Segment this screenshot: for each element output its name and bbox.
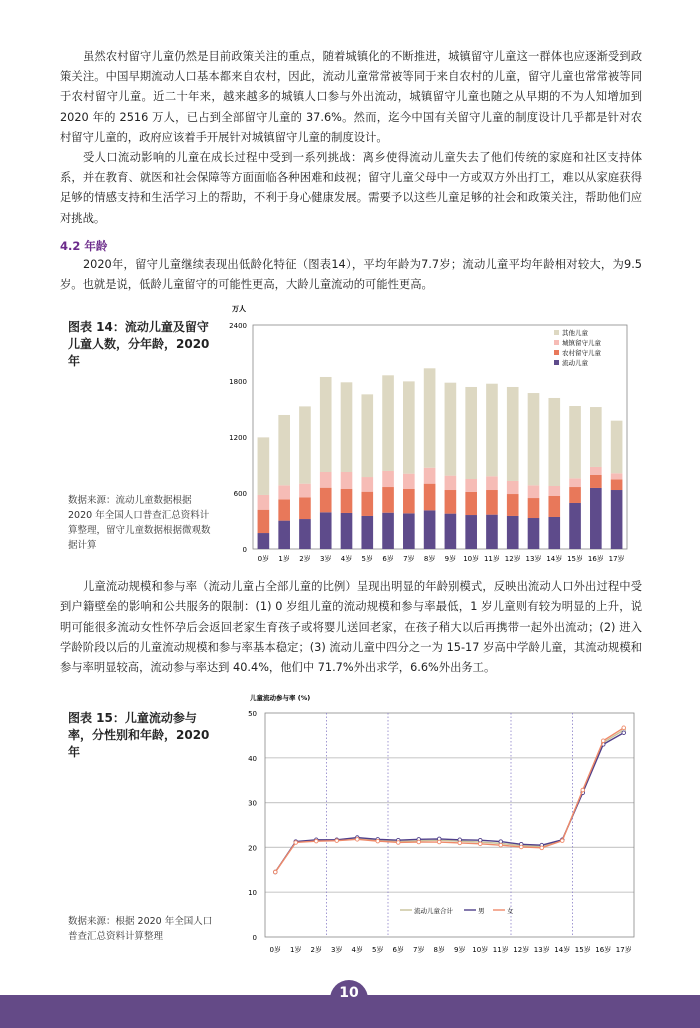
bar-segment <box>445 514 457 549</box>
bar-segment <box>486 490 498 515</box>
figure15-source: 数据来源：根据 2020 年全国人口普查汇总资料计算整理 <box>68 916 213 943</box>
x-tick-label: 6岁 <box>392 946 404 955</box>
bar-segment <box>299 407 311 484</box>
x-tick-label: 12岁 <box>513 946 530 955</box>
bar-segment <box>361 492 373 516</box>
bar-segment <box>320 377 332 472</box>
bar-segment <box>445 476 457 490</box>
bar-segment <box>258 533 270 549</box>
data-point <box>499 840 503 844</box>
x-tick-label: 17岁 <box>615 946 632 955</box>
y-tick-label: 0 <box>242 546 247 555</box>
data-point <box>478 842 482 846</box>
y-tick-label: 30 <box>248 799 257 808</box>
x-tick-label: 15岁 <box>574 946 591 955</box>
bar-segment <box>548 398 560 486</box>
legend-label: 男 <box>478 907 485 916</box>
plot-frame <box>265 713 634 937</box>
x-tick-label: 4岁 <box>351 946 363 955</box>
footer <box>0 980 700 1028</box>
y-tick-label: 40 <box>248 755 257 764</box>
bar-segment <box>548 486 560 496</box>
bar-segment <box>341 513 353 549</box>
bar-segment <box>507 494 519 516</box>
data-point <box>314 840 318 844</box>
legend-swatch <box>554 330 559 335</box>
bar-segment <box>341 383 353 473</box>
bar-segment <box>258 510 270 533</box>
figure15 <box>60 688 642 970</box>
bar-segment <box>361 477 373 492</box>
x-tick-label: 9岁 <box>454 946 466 955</box>
x-tick-label: 0岁 <box>269 946 281 955</box>
data-point <box>273 870 277 874</box>
x-tick-label: 3岁 <box>319 555 332 564</box>
x-tick-label: 8岁 <box>433 946 445 955</box>
bar-segment <box>278 521 290 549</box>
x-tick-label: 14岁 <box>546 555 563 564</box>
bar-segment <box>465 515 477 549</box>
x-tick-label: 15岁 <box>567 555 584 564</box>
legend-label: 女 <box>507 907 514 916</box>
x-tick-label: 13岁 <box>533 946 550 955</box>
bar-segment <box>299 519 311 549</box>
bar-segment <box>403 474 415 489</box>
legend-label: 流动儿童合计 <box>414 907 453 916</box>
bar-segment <box>403 489 415 513</box>
bar-segment <box>445 490 457 514</box>
x-tick-label: 3岁 <box>331 946 343 955</box>
bar-segment <box>278 500 290 521</box>
x-tick-label: 0岁 <box>257 555 270 564</box>
y-tick-label: 600 <box>233 490 247 499</box>
data-point <box>294 841 298 845</box>
data-point <box>437 840 441 844</box>
series-line <box>275 730 624 872</box>
x-tick-label: 12岁 <box>504 555 521 564</box>
bar-segment <box>382 376 394 472</box>
figure14-source: 数据来源：流动儿童数据根据 2020 年全国人口普查汇总资料计算整理，留守儿童数据根据微观数据计算 <box>68 495 211 552</box>
x-tick-label: 1岁 <box>290 946 302 955</box>
y-tick-label: 10 <box>248 889 257 898</box>
data-point <box>396 841 400 845</box>
bar-segment <box>278 415 290 485</box>
bar-segment <box>611 480 623 491</box>
data-point <box>540 846 544 850</box>
figure15-line-chart <box>220 688 650 968</box>
legend-label: 农村留守儿童 <box>562 349 601 358</box>
bar-segment <box>569 406 581 478</box>
bar-segment <box>445 383 457 476</box>
figure15-caption: 图表 15：儿童流动参与率，分性别和年龄，2020 年 <box>68 711 210 760</box>
bar-segment <box>486 384 498 477</box>
x-tick-label: 13岁 <box>525 555 542 564</box>
data-point <box>519 845 523 849</box>
x-tick-label: 9岁 <box>444 555 457 564</box>
data-point <box>376 840 380 844</box>
bar-segment <box>465 492 477 515</box>
bar-segment <box>507 481 519 494</box>
y-tick-label: 20 <box>248 844 257 853</box>
x-tick-label: 10岁 <box>472 946 489 955</box>
x-tick-label: 7岁 <box>403 555 415 564</box>
legend-swatch <box>554 360 559 365</box>
x-tick-label: 2岁 <box>299 555 311 564</box>
y-tick-label: 1800 <box>229 378 247 387</box>
figure14-caption: 图表 14：流动儿童及留守儿童人数，分年龄，2020 年 <box>68 320 210 369</box>
y-tick-label: 2400 <box>229 322 247 331</box>
bar-segment <box>278 486 290 500</box>
data-point <box>417 840 421 844</box>
section-heading: 4.2 年龄 <box>60 238 108 253</box>
x-tick-label: 8岁 <box>423 555 436 564</box>
data-point <box>335 839 339 843</box>
bar-segment <box>424 511 436 550</box>
x-tick-label: 11岁 <box>492 946 509 955</box>
legend-swatch <box>554 340 559 345</box>
x-tick-label: 4岁 <box>340 555 353 564</box>
figure14 <box>60 299 642 571</box>
bar-segment <box>382 513 394 549</box>
page-number: 10 <box>339 985 359 1002</box>
bar-segment <box>611 490 623 549</box>
bar-segment <box>403 514 415 550</box>
bar-segment <box>528 486 540 499</box>
x-tick-label: 16岁 <box>587 555 604 564</box>
data-point <box>458 841 462 845</box>
bar-segment <box>299 484 311 498</box>
bar-segment <box>528 518 540 549</box>
bar-segment <box>382 471 394 487</box>
x-tick-label: 5岁 <box>372 946 384 955</box>
x-tick-label: 10岁 <box>463 555 480 564</box>
bar-segment <box>465 479 477 492</box>
data-point <box>601 739 605 743</box>
paragraph-urban-left-behind: 虽然农村留守儿童仍然是目前政策关注的重点，随着城镇化的不断推进，城镇留守儿童这一群体也应逐渐受到政策关注。中国早期流动人口基本都来自农村，因此，流动儿童常常被等同于来自农村的儿童，留守儿童也常常被等同于农村留守儿童。近二十年来，越来越多的城镇人口参与外出流动，城镇留守儿童也随之从早期的不为人知增加到 2020 年的 2516 万人，已占到全部留守儿童的 37.6%。然而，迄今中国有关留守儿童的制度设计几乎都是针对农村留守儿童的，政府应该着手开展针对城镇留守儿童的制度设计。 <box>60 50 642 144</box>
bar-segment <box>320 513 332 550</box>
data-point <box>581 789 585 793</box>
x-tick-label: 16岁 <box>595 946 612 955</box>
y-tick-label: 0 <box>252 934 257 943</box>
x-tick-label: 7岁 <box>413 946 425 955</box>
figure14-stacked-bar-chart <box>220 299 640 569</box>
x-tick-label: 6岁 <box>382 555 394 564</box>
legend-label: 其他儿童 <box>562 329 588 338</box>
bar-segment <box>569 479 581 488</box>
y-axis-unit: 万人 <box>232 305 246 314</box>
data-point <box>499 844 503 848</box>
x-tick-label: 1岁 <box>278 555 290 564</box>
bar-segment <box>590 488 602 549</box>
bar-segment <box>320 472 332 488</box>
paragraph-migration-pattern: 儿童流动规模和参与率（流动儿童占全部儿童的比例）呈现出明显的年龄别模式，反映出流动人口外出过程中受到户籍壁垒的影响和公共服务的限制：(1) 0 岁组儿童的流动规模和参与率最低，1 岁儿童则有较为明显的上升，说明可能很多流动女性怀孕后会返回老家生育孩子或将婴儿送回老家，在孩子稍大以后再携带一起外出流动；(2) 进入学龄阶段以后的儿童流动规模和参与率基本稳定；(3) 流动儿童中四分之一为 15-17 岁高中学龄儿童，其流动规模和参与率明显较高，流动参与率达到 40.4%，他们中 71.7%外出求学，6.6%外出务工。 <box>60 580 642 675</box>
bar-segment <box>424 484 436 511</box>
data-point <box>560 839 564 843</box>
data-point <box>622 726 626 730</box>
bar-segment <box>465 387 477 479</box>
bar-segment <box>611 474 623 480</box>
bar-segment <box>528 498 540 518</box>
y-tick-label: 50 <box>248 710 257 719</box>
data-point <box>355 838 359 842</box>
bar-segment <box>320 488 332 513</box>
bar-segment <box>486 477 498 491</box>
bar-segment <box>424 468 436 484</box>
bar-segment <box>569 503 581 549</box>
y-tick-label: 1200 <box>229 434 247 443</box>
y-axis-title: 儿童流动参与率 (%) <box>250 694 311 703</box>
paragraph-challenges: 受人口流动影响的儿童在成长过程中受到一系列挑战：离乡使得流动儿童失去了他们传统的家庭和社区支持体系，并在教育、就医和社会保障等方面面临各种困难和歧视；留守儿童父母中一方或双方外出打工，难以从家庭获得足够的情感支持和生活学习上的帮助，不利于身心健康发展。需要予以这些儿童足够的社会和政策关注，帮助他们应对挑战。 <box>60 151 642 225</box>
x-tick-label: 11岁 <box>483 555 500 564</box>
bar-segment <box>258 438 270 496</box>
bar-segment <box>590 475 602 488</box>
bar-segment <box>299 498 311 520</box>
bar-segment <box>590 407 602 467</box>
x-tick-label: 14岁 <box>554 946 571 955</box>
bar-segment <box>341 472 353 489</box>
paragraph-age: 2020年，留守儿童继续表现出低龄化特征（图表14），平均年龄为7.7岁；流动儿童平均年龄相对较大，为9.5岁。也就是说，低龄儿童留守的可能性更高，大龄儿童流动的可能性更高。 <box>60 257 642 292</box>
bar-segment <box>403 382 415 474</box>
data-point <box>478 839 482 843</box>
bar-segment <box>424 369 436 468</box>
bar-segment <box>590 467 602 475</box>
x-tick-label: 5岁 <box>361 555 374 564</box>
bar-segment <box>258 495 270 510</box>
data-point <box>622 731 626 735</box>
series-line <box>275 728 624 872</box>
bar-segment <box>611 421 623 474</box>
bar-segment <box>507 387 519 481</box>
bar-segment <box>486 515 498 549</box>
bar-segment <box>569 487 581 503</box>
legend-label: 城镇留守儿童 <box>562 339 601 348</box>
bar-segment <box>528 393 540 485</box>
legend-label: 流动儿童 <box>562 359 588 368</box>
bar-segment <box>341 489 353 513</box>
bar-segment <box>548 517 560 549</box>
legend-swatch <box>554 350 559 355</box>
bar-segment <box>361 516 373 549</box>
x-tick-label: 17岁 <box>608 555 625 564</box>
bar-segment <box>507 516 519 549</box>
bar-segment <box>382 487 394 513</box>
bar-segment <box>361 395 373 478</box>
bar-segment <box>548 496 560 517</box>
x-tick-label: 2岁 <box>310 946 322 955</box>
